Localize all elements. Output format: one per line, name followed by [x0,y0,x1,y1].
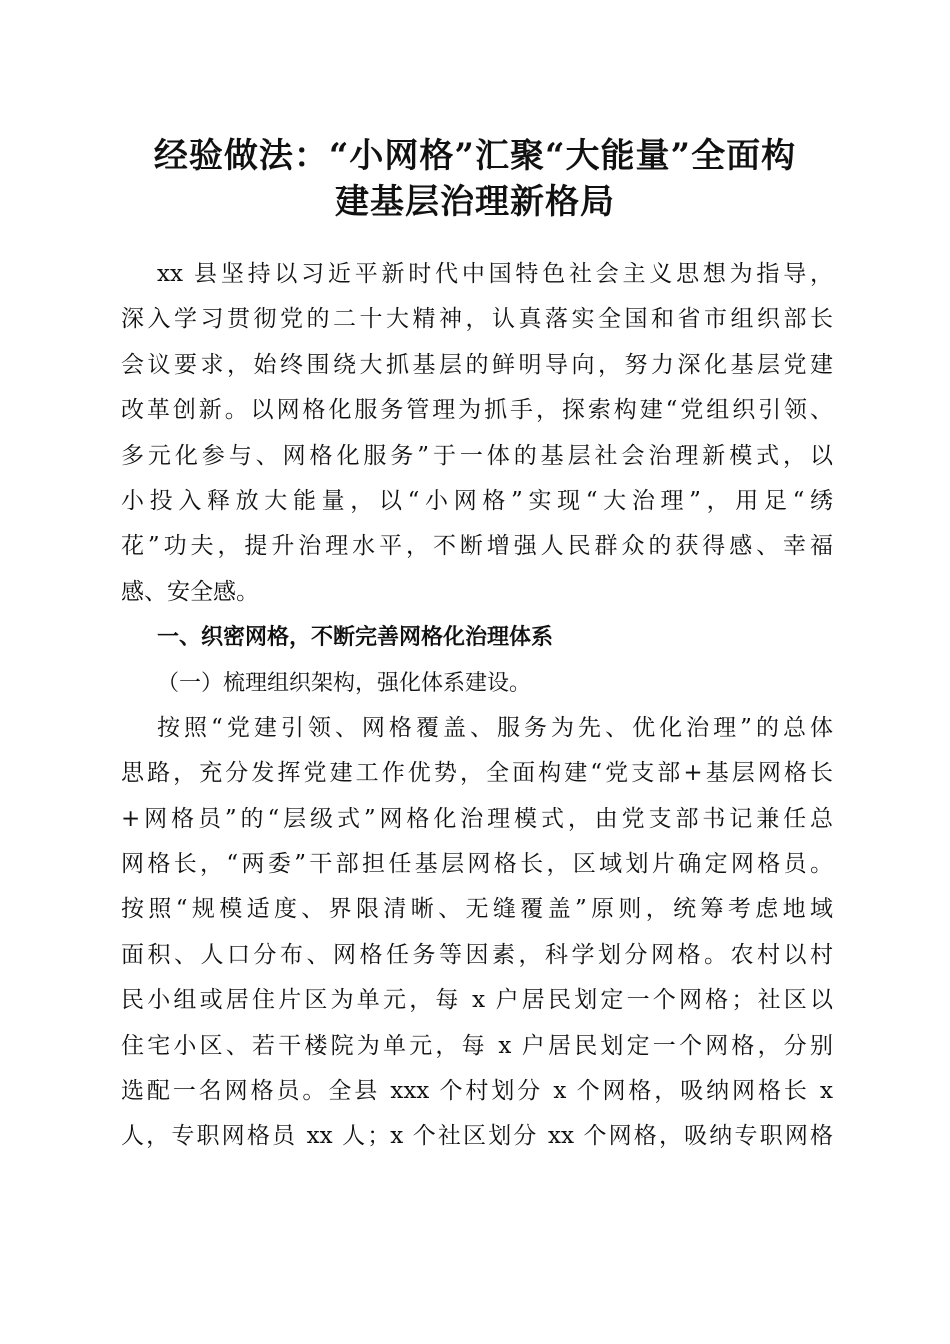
paragraph-line: 改革创新。以网格化服务管理为抓手，探索构建“党组织引领、 [121,397,833,424]
paragraph-line: 面积、人口分布、网格任务等因素，科学划分网格。农村以村 [121,941,833,968]
paragraph-line: 按照“规模适度、界限清晰、无缝覆盖”原则，统筹考虑地域 [121,896,833,923]
paragraph-line: 花”功夫，提升治理水平，不断增强人民群众的获得感、幸福 [121,533,833,560]
paragraph-line: 网格长，“两委”干部担任基层网格长，区域划片确定网格员。 [121,851,833,878]
section-heading: 一、织密网格，不断完善网格化治理体系 [157,625,554,651]
paragraph-line: +网格员”的“层级式”网格化治理模式，由党支部书记兼任总 [121,805,833,832]
section1-paragraph [121,706,833,1160]
title-line-2: 建基层治理新格局 [335,182,615,222]
paragraph-line: 按照“党建引领、网格覆盖、服务为先、优化治理”的总体 [157,714,833,741]
paragraph-line: 感、安全感。 [121,578,259,605]
paragraph-line: 小投入释放大能量，以“小网格”实现“大治理”，用足“绣 [121,487,833,514]
title-line-1: 经验做法：“小网格”汇聚“大能量”全面构 [153,136,797,176]
paragraph-line: 人，专职网格员 xx 人；x 个社区划分 xx 个网格，吸纳专职网格 [121,1123,833,1150]
paragraph-line: xx 县坚持以习近平新时代中国特色社会主义思想为指导， [157,261,833,287]
paragraph-line: 思路，充分发挥党建工作优势，全面构建“党支部+基层网格长 [121,760,833,787]
paragraph-line: 选配一名网格员。全县 xxx 个村划分 x 个网格，吸纳网格长 x [121,1078,833,1105]
paragraph-line: 民小组或居住片区为单元，每 x 户居民划定一个网格；社区以 [121,987,833,1014]
intro-paragraph [121,252,833,615]
paragraph-line: 深入学习贯彻党的二十大精神，认真落实全国和省市组织部长 [121,306,833,333]
paragraph-line: 会议要求，始终围绕大抓基层的鲜明导向，努力深化基层党建 [121,351,833,378]
document-title [100,133,850,225]
paragraph-line: 住宅小区、若干楼院为单元，每 x 户居民划定一个网格，分别 [121,1032,833,1059]
subsection-heading: （一）梳理组织架构，强化体系建设。 [157,670,532,696]
paragraph-line: 多元化参与、网格化服务”于一体的基层社会治理新模式，以 [121,442,833,469]
document-body [121,252,833,1160]
